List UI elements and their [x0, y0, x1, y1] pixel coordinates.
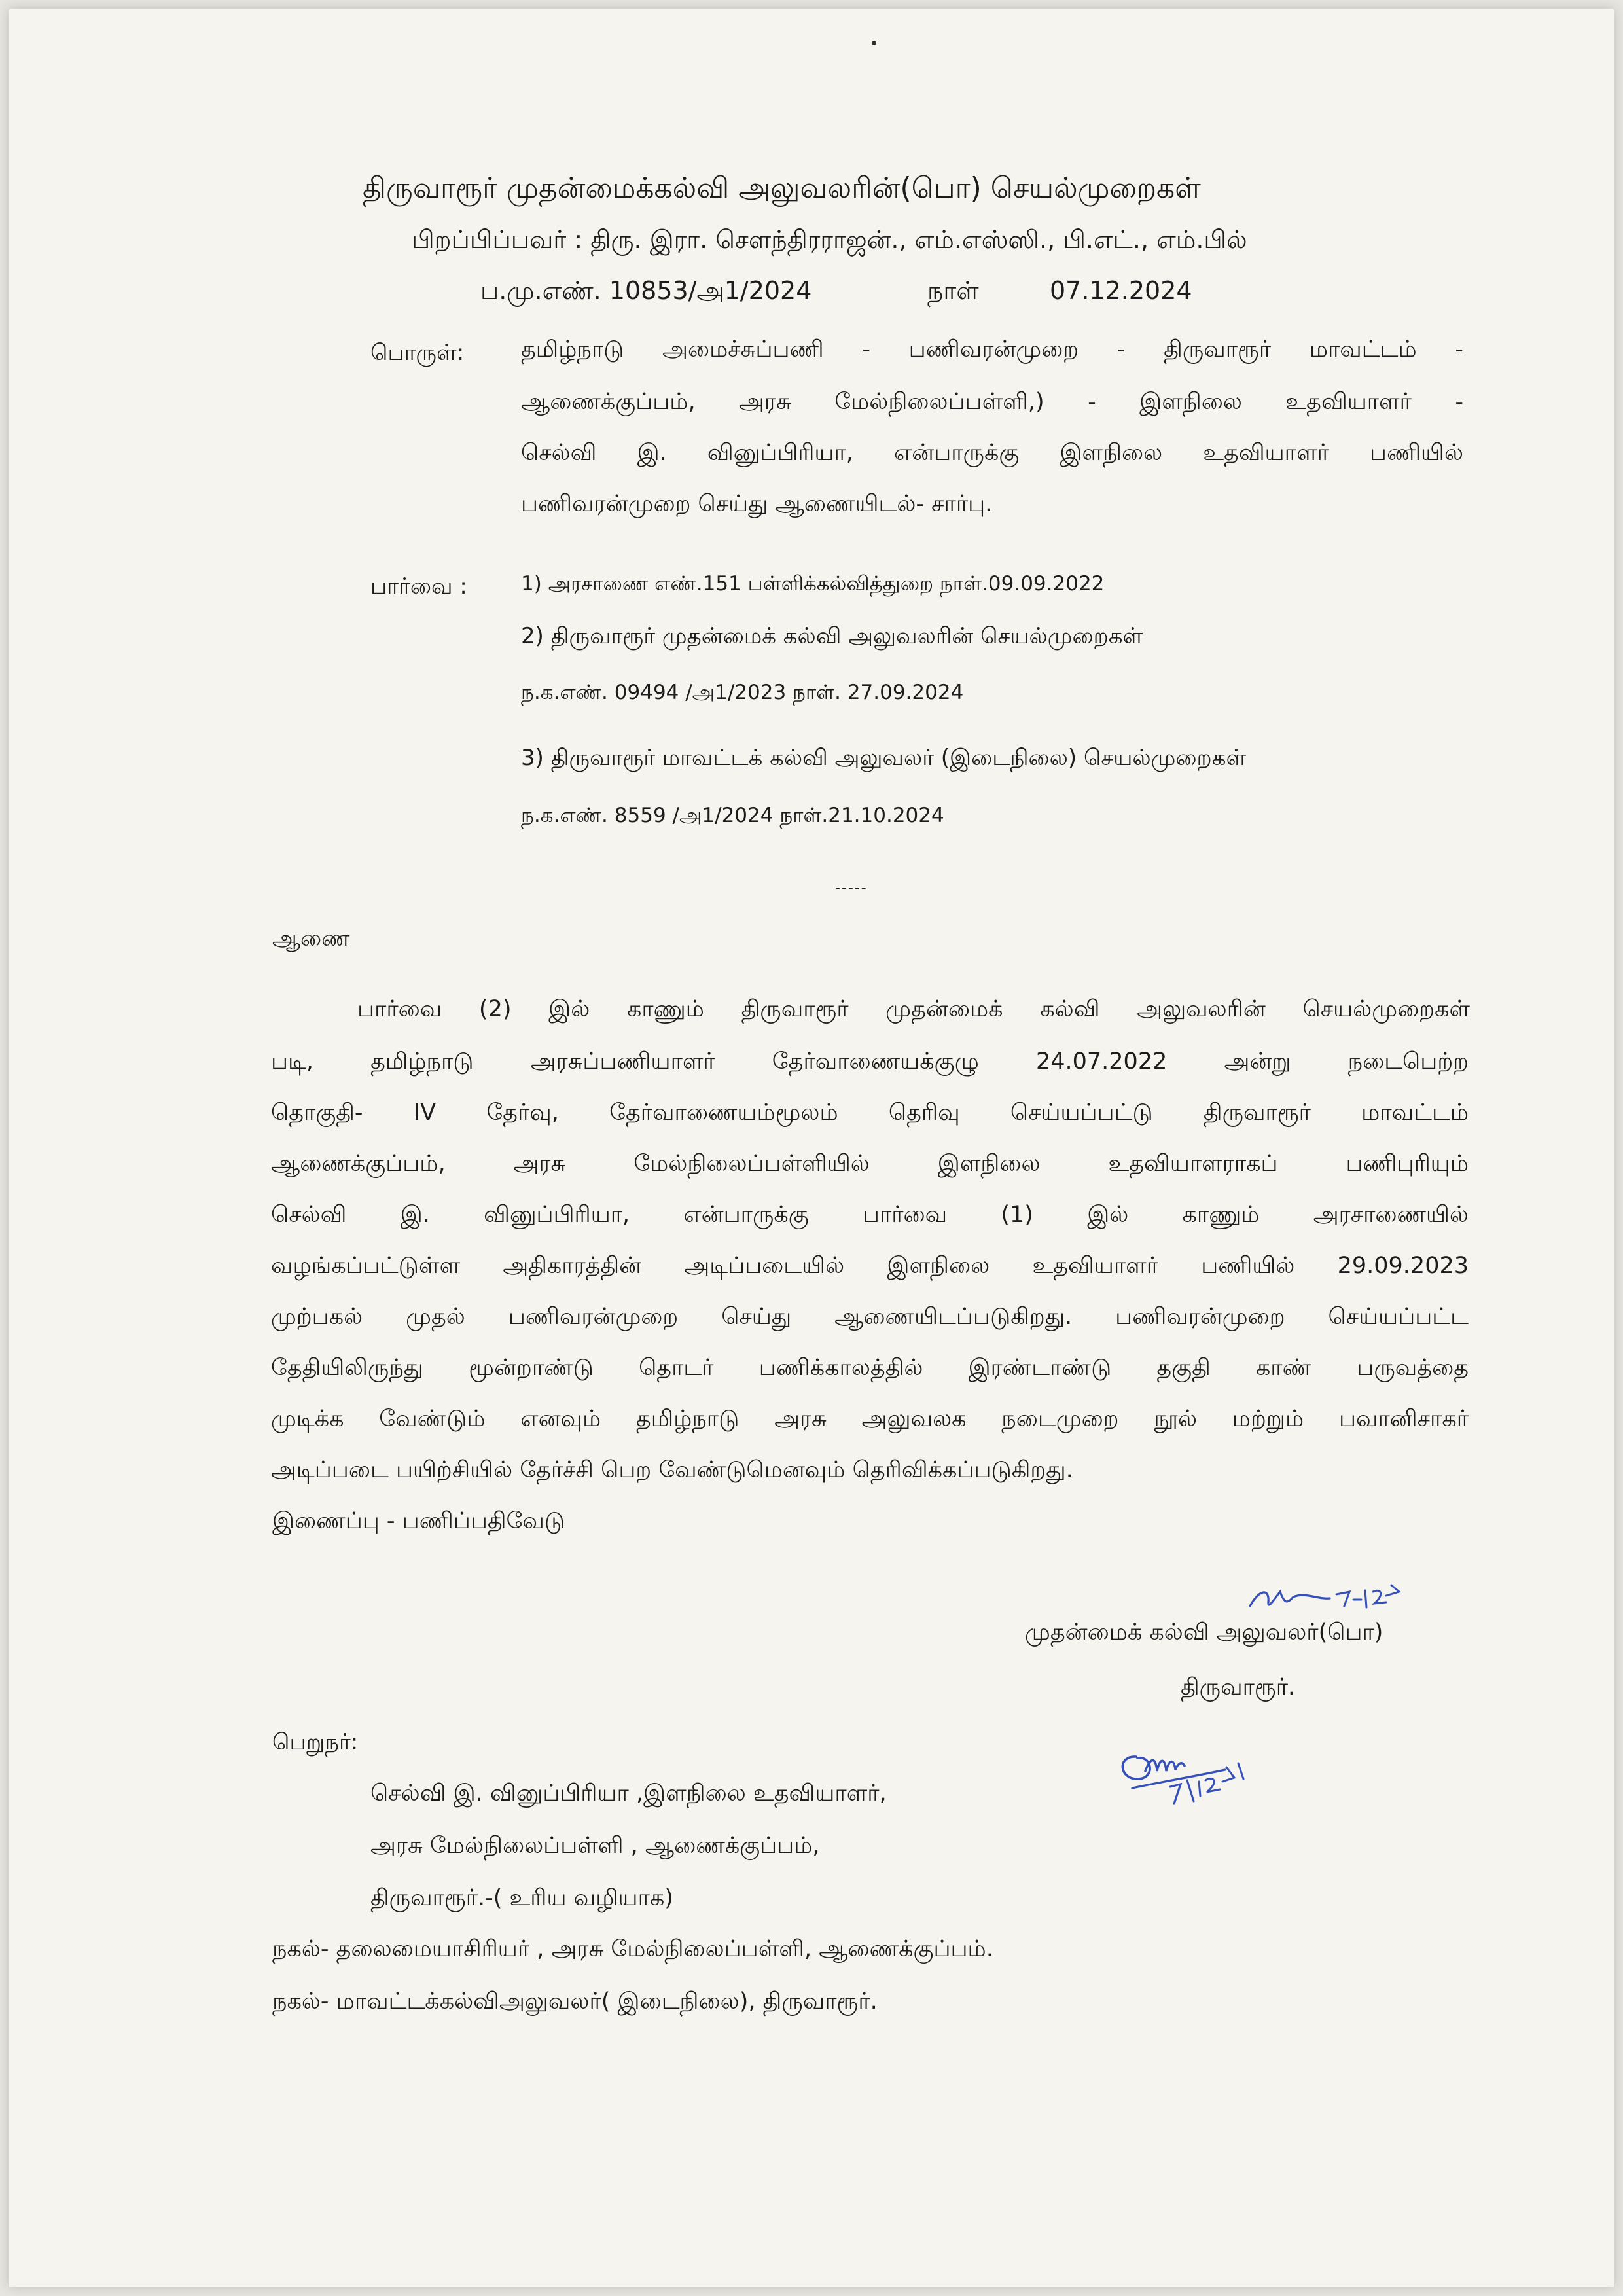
subject-label: பொருள்: — [370, 340, 465, 366]
order-paragraph-line: வழங்கப்பட்டுள்ள அதிகாரத்தின் அடிப்படையில் இளநிலை உதவியாளர் பணியில் 29.09.2023 — [271, 1253, 1469, 1279]
subject-line: செல்வி இ. வினுப்பிரியா, என்பாருக்கு இளநிலை உதவியாளர் பணியில் — [521, 440, 1463, 466]
reference-item: ந.க.எண். 8559 /அ1/2024 நாள்.21.10.2024 — [521, 804, 944, 827]
order-paragraph-line: பார்வை (2) இல் காணும் திருவாரூர் முதன்மைக் கல்வி அலுவலரின் செயல்முறைகள் — [357, 996, 1470, 1022]
references-label: பார்வை : — [370, 573, 467, 600]
signatory-place: திருவாரூர். — [1181, 1674, 1296, 1700]
order-paragraph-line: தொகுதி- IV தேர்வு, தேர்வாணையம்மூலம் தெரிவு செய்யப்பட்டு திருவாரூர் மாவட்டம் — [271, 1100, 1469, 1126]
reference-item: 3) திருவாரூர் மாவட்டக் கல்வி அலுவலர் (இடைநிலை) செயல்முறைகள் — [521, 745, 1247, 771]
separator: ----- — [835, 880, 868, 896]
page-title: திருவாரூர் முதன்மைக்கல்வி அலுவலரின்(பொ) செயல்முறைகள் — [363, 171, 1201, 205]
reference-item: 1) அரசாணை எண்.151 பள்ளிக்கல்வித்துறை நாள்.09.09.2022 — [521, 572, 1105, 596]
enclosure: இணைப்பு - பணிப்பதிவேடு — [272, 1508, 565, 1534]
recipient-line: அரசு மேல்நிலைப்பள்ளி , ஆணைக்குப்பம், — [370, 1833, 820, 1859]
order-paragraph-line: படி, தமிழ்நாடு அரசுப்பணியாளர் தேர்வாணையக்குழு 24.07.2022 அன்று நடைபெற்ற — [271, 1049, 1469, 1075]
document-page — [9, 9, 1614, 2287]
signatory-title: முதன்மைக் கல்வி அலுவலர்(பொ) — [1025, 1619, 1383, 1645]
order-paragraph-line: முற்பகல் முதல் பணிவரன்முறை செய்து ஆணையிடப்படுகிறது. பணிவரன்முறை செய்யப்பட்ட — [271, 1304, 1469, 1330]
date-label: நாள் — [927, 276, 979, 305]
subject-line: பணிவரன்முறை செய்து ஆணையிடல்- சார்பு. — [521, 491, 993, 517]
issuer-line: பிறப்பிப்பவர் : திரு. இரா. சௌந்திரராஜன்., எம்.எஸ்ஸி., பி.எட்., எம்.பில் — [412, 225, 1247, 254]
copy-to-line: நகல்- மாவட்டக்கல்விஅலுவலர்( இடைநிலை), திருவாரூர். — [272, 1988, 878, 2015]
issue-date: 07.12.2024 — [1050, 276, 1192, 305]
recipient-line: திருவாரூர்.-( உரிய வழியாக) — [370, 1885, 673, 1911]
order-heading: ஆணை — [272, 925, 350, 952]
order-paragraph-line: செல்வி இ. வினுப்பிரியா, என்பாருக்கு பார்வை (1) இல் காணும் அரசாணையில் — [271, 1202, 1469, 1228]
order-paragraph-line: ஆணைக்குப்பம், அரசு மேல்நிலைப்பள்ளியில் இளநிலை உதவியாளராகப் பணிபுரியும் — [271, 1151, 1469, 1177]
order-paragraph-line: முடிக்க வேண்டும் எனவும் தமிழ்நாடு அரசு அலுவலக நடைமுறை நூல் மற்றும் பவானிசாகர் — [271, 1406, 1469, 1432]
reference-item: ந.க.எண். 09494 /அ1/2023 நாள். 27.09.2024 — [521, 681, 964, 704]
subject-line: ஆணைக்குப்பம், அரசு மேல்நிலைப்பள்ளி,) - இளநிலை உதவியாளர் - — [521, 389, 1463, 415]
recipient-line: செல்வி இ. வினுப்பிரியா ,இளநிலை உதவியாளர், — [370, 1780, 887, 1806]
reference-number: ப.மு.எண். 10853/அ1/2024 — [480, 276, 812, 305]
paper-mark — [872, 41, 876, 45]
subject-line: தமிழ்நாடு அமைச்சுப்பணி - பணிவரன்முறை - திருவாரூர் மாவட்டம் - — [521, 336, 1463, 363]
recipient-label: பெறுநர்: — [272, 1729, 359, 1755]
reference-item: 2) திருவாரூர் முதன்மைக் கல்வி அலுவலரின் செயல்முறைகள் — [521, 623, 1143, 649]
copy-to-line: நகல்- தலைமையாசிரியர் , அரசு மேல்நிலைப்பள்ளி, ஆணைக்குப்பம். — [272, 1936, 993, 1962]
order-paragraph-line: அடிப்படை பயிற்சியில் தேர்ச்சி பெற வேண்டுமெனவும் தெரிவிக்கப்படுகிறது. — [271, 1457, 1073, 1483]
official-signature — [1110, 1717, 1280, 1816]
initial-signature — [1246, 1572, 1416, 1624]
order-paragraph-line: தேதியிலிருந்து மூன்றாண்டு தொடர் பணிக்காலத்தில் இரண்டாண்டு தகுதி காண் பருவத்தை — [271, 1355, 1469, 1381]
